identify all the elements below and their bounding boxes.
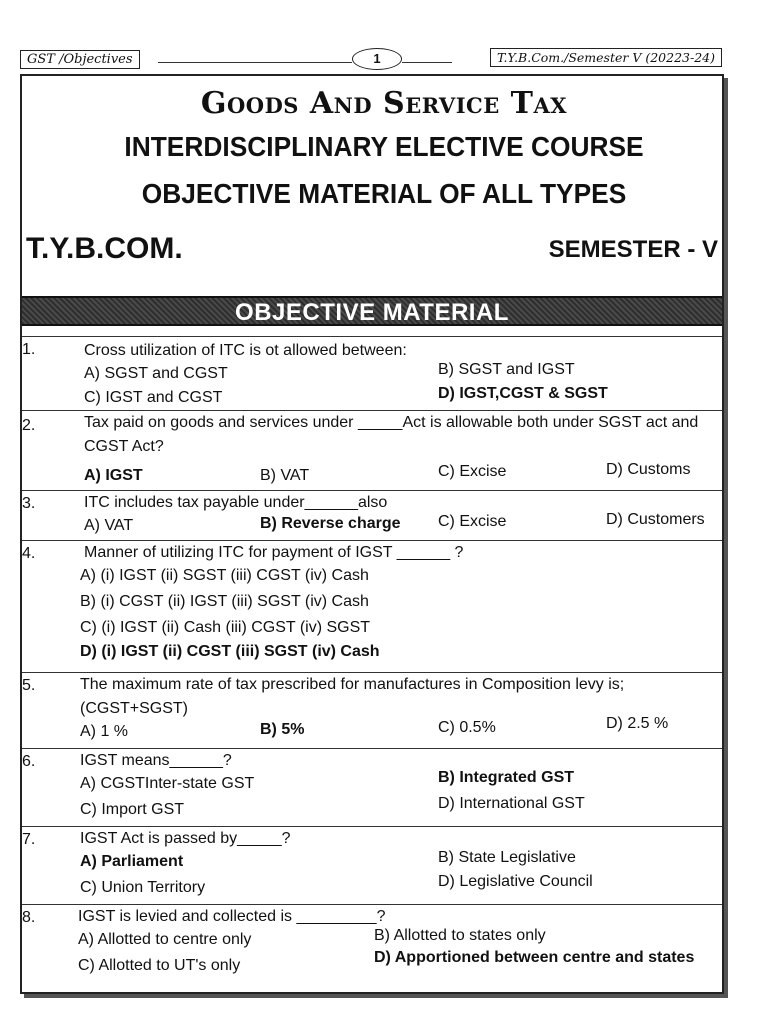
option-d-answer: D) IGST,CGST & SGST xyxy=(438,385,608,402)
option-c: C) IGST and CGST xyxy=(84,389,223,406)
option-b-answer: B) Integrated GST xyxy=(438,769,575,786)
option-a-answer: A) Parliament xyxy=(80,853,184,870)
option-a: A) VAT xyxy=(84,517,134,534)
header-rule-right xyxy=(402,62,452,63)
question-2 xyxy=(22,410,722,490)
option-a-answer: A) IGST xyxy=(84,467,143,484)
section-title: OBJECTIVE MATERIAL xyxy=(235,299,509,326)
document-subtitle-material: OBJECTIVE MATERIAL OF ALL TYPES xyxy=(141,178,627,209)
option-b: B) (i) CGST (ii) IGST (iii) SGST (iv) Cash xyxy=(80,593,369,610)
question-number: 6. xyxy=(22,753,36,770)
semester-label: SEMESTER - V xyxy=(548,236,718,263)
option-d: D) Customers xyxy=(606,511,705,528)
option-b: B) VAT xyxy=(260,467,310,484)
document-subtitle-course: INTERDISCIPLINARY ELECTIVE COURSE xyxy=(124,131,644,162)
option-d-answer: D) (i) IGST (ii) CGST (iii) SGST (iv) Cash xyxy=(80,643,380,660)
header-subject: GST /Objectives xyxy=(20,50,140,69)
question-text: IGST means______? xyxy=(80,752,232,769)
option-d: D) 2.5 % xyxy=(606,715,669,732)
question-5 xyxy=(22,672,722,748)
question-8 xyxy=(22,904,722,988)
option-d: D) Legislative Council xyxy=(438,873,593,890)
course-name: T.Y.B.COM. xyxy=(26,232,183,265)
option-a: A) CGSTInter-state GST xyxy=(80,775,255,792)
question-number: 8. xyxy=(22,909,36,926)
option-c: C) (i) IGST (ii) Cash (iii) CGST (iv) SGST xyxy=(80,619,371,636)
question-number: 7. xyxy=(22,831,36,848)
question-text: IGST Act is passed by_____? xyxy=(80,830,291,847)
option-b: B) State Legislative xyxy=(438,849,576,866)
page-number: 1 xyxy=(352,48,402,70)
option-c: C) Import GST xyxy=(80,801,185,818)
option-a: A) 1 % xyxy=(80,723,129,740)
option-d: D) Customs xyxy=(606,461,691,478)
question-number: 2. xyxy=(22,417,36,434)
question-3 xyxy=(22,490,722,540)
option-c: C) Allotted to UT's only xyxy=(78,957,241,974)
option-b-answer: B) Reverse charge xyxy=(260,515,401,532)
option-a: A) (i) IGST (ii) SGST (iii) CGST (iv) Cash xyxy=(80,567,369,584)
option-c: C) 0.5% xyxy=(438,719,496,736)
question-text: The maximum rate of tax prescribed for manufactures in Composition levy is; (CGST+SGST) xyxy=(80,676,625,717)
option-b: B) SGST and IGST xyxy=(438,361,575,378)
option-d: D) International GST xyxy=(438,795,585,812)
question-text: IGST is levied and collected is _________? xyxy=(78,908,386,925)
option-d-answer: D) Apportioned between centre and states xyxy=(374,949,695,966)
question-number: 3. xyxy=(22,495,36,512)
option-b-answer: B) 5% xyxy=(260,721,305,738)
question-text: Tax paid on goods and services under _____Act is allowable both under SGST act and CGST Act? xyxy=(84,414,699,455)
question-text: Manner of utilizing ITC for payment of IGST ______ ? xyxy=(84,544,464,561)
section-banner xyxy=(22,296,722,326)
question-1 xyxy=(22,336,722,410)
question-number: 5. xyxy=(22,677,36,694)
page-header xyxy=(20,50,722,72)
question-6 xyxy=(22,748,722,826)
option-c: C) Excise xyxy=(438,513,507,530)
question-7 xyxy=(22,826,722,904)
option-c: C) Union Territory xyxy=(80,879,206,896)
option-a: A) SGST and CGST xyxy=(84,365,228,382)
header-rule-left xyxy=(158,62,352,63)
option-a: A) Allotted to centre only xyxy=(78,931,252,948)
header-course: T.Y.B.Com./Semester V (20223-24) xyxy=(490,48,722,67)
question-text: Cross utilization of ITC is ot allowed between: xyxy=(84,342,407,359)
question-number: 4. xyxy=(22,545,36,562)
option-c: C) Excise xyxy=(438,463,507,480)
question-number: 1. xyxy=(22,341,36,358)
question-text: ITC includes tax payable under______also xyxy=(84,494,388,511)
document-title: Goods And Service Tax xyxy=(200,86,568,121)
option-b: B) Allotted to states only xyxy=(374,927,546,944)
question-4 xyxy=(22,540,722,672)
